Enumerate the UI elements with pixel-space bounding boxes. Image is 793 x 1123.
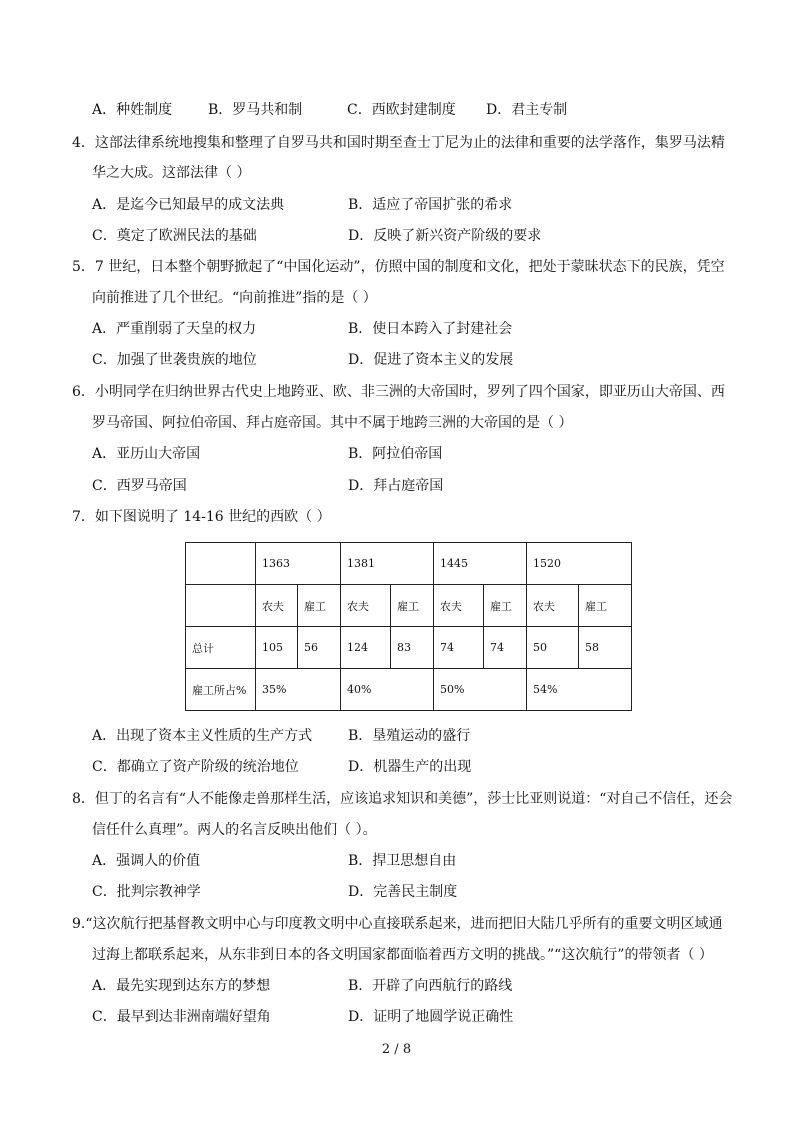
table-cell: 54% [527, 669, 632, 711]
q7-data-table [185, 542, 632, 711]
q5-stem-line1: 5．7 世纪，日本整个朝野掀起了“中国化运动”，仿照中国的制度和文化，把处于蒙昧状态下的民族，凭空 [72, 259, 725, 275]
q3-option-c: C．西欧封建制度 [347, 102, 456, 118]
table-cell: 74 [434, 627, 484, 669]
table-header-row [186, 543, 632, 585]
q9-option-d: D．证明了地圆学说正确性 [348, 1009, 514, 1025]
q6-option-c: C．西罗马帝国 [92, 478, 187, 494]
q6-stem-line1: 6．小明同学在归纳世界古代史上地跨亚、欧、非三洲的大帝国时，罗列了四个国家，即亚历山大帝国、西 [72, 384, 725, 400]
q9-option-a: A．最先实现到达东方的梦想 [92, 978, 271, 994]
q7-option-c: C．都确立了资产阶级的统治地位 [92, 759, 299, 775]
q5-option-d: D．促进了资本主义的发展 [348, 352, 514, 368]
table-year-cell: 1381 [341, 543, 434, 585]
table-year-cell: 1520 [527, 543, 632, 585]
q6-option-d: D．拜占庭帝国 [348, 478, 444, 494]
q8-option-a: A．强调人的价值 [92, 853, 201, 869]
table-year-cell: 1445 [434, 543, 527, 585]
q8-option-d: D．完善民主制度 [348, 884, 458, 900]
table-subheader-cell: 雇工 [391, 585, 434, 627]
table-blank-cell [186, 585, 256, 627]
table-year-cell: 1363 [256, 543, 341, 585]
q6-stem-line2: 罗马帝国、阿拉伯帝国、拜占庭帝国。其中不属于地跨三洲的大帝国的是（ ） [92, 415, 573, 431]
table-cell: 56 [298, 627, 341, 669]
q4-stem-line1: 4．这部法律系统地搜集和整理了自罗马共和国时期至查士丁尼为止的法律和重要的法学落作，集罗马法精 [72, 135, 725, 151]
q9-option-c: C．最早到达非洲南端好望角 [92, 1009, 271, 1025]
q4-option-a: A．是迄今已知最早的成文法典 [92, 197, 285, 213]
q9-option-b: B．开辟了向西航行的路线 [348, 978, 513, 994]
q4-option-c: C．奠定了欧洲民法的基础 [92, 228, 257, 244]
q9-stem-line1: 9.“这次航行把基督教文明中心与印度教文明中心直接联系起来，进而把旧大陆几乎所有的重要文明区域通 [72, 916, 723, 932]
table-cell: 50% [434, 669, 527, 711]
q8-option-b: B．捍卫思想自由 [348, 853, 457, 869]
q3-option-b: B．罗马共和制 [208, 102, 303, 118]
q3-option-d: D．君主专制 [486, 102, 568, 118]
page-number: 2 / 8 [381, 1042, 412, 1057]
q4-option-b: B．适应了帝国扩张的希求 [348, 197, 513, 213]
q4-option-d: D．反映了新兴资产阶级的要求 [348, 228, 542, 244]
table-cell: 50 [527, 627, 579, 669]
q7-option-d: D．机器生产的出现 [348, 759, 472, 775]
table-subheader-cell: 农夫 [434, 585, 484, 627]
table-subheader-cell: 雇工 [298, 585, 341, 627]
table-subheader-cell: 农夫 [527, 585, 579, 627]
table-row-percent [186, 669, 632, 711]
table-cell: 124 [341, 627, 391, 669]
table-row-total [186, 627, 632, 669]
table-cell: 35% [256, 669, 341, 711]
table-cell: 40% [341, 669, 434, 711]
q3-option-a: A．种姓制度 [92, 102, 173, 118]
table-row-label: 总计 [186, 627, 256, 669]
q5-stem-line2: 向前推进了几个世纪。“向前推进”指的是（ ） [92, 290, 377, 306]
q7-stem: 7．如下图说明了 14-16 世纪的西欧（ ） [72, 509, 331, 525]
table-subheader-cell: 农夫 [341, 585, 391, 627]
table-cell: 105 [256, 627, 298, 669]
q5-option-a: A．严重削弱了天皇的权力 [92, 321, 257, 337]
table-corner-cell [186, 543, 256, 585]
q7-option-a: A．出现了资本主义性质的生产方式 [92, 728, 313, 744]
q5-option-c: C．加强了世袭贵族的地位 [92, 352, 257, 368]
q8-stem-line2: 信任什么真理”。两人的名言反映出他们（ ）。 [92, 822, 377, 838]
table-subheader-row [186, 585, 632, 627]
table-cell: 83 [391, 627, 434, 669]
table-row-label: 雇工所占% [186, 669, 256, 711]
q8-option-c: C．批判宗教神学 [92, 884, 201, 900]
table-cell: 74 [484, 627, 527, 669]
table-cell: 58 [579, 627, 632, 669]
q4-stem-line2: 华之大成。这部法律（ ） [92, 165, 251, 181]
q6-option-a: A．亚历山大帝国 [92, 446, 201, 462]
table-subheader-cell: 雇工 [579, 585, 632, 627]
table-subheader-cell: 雇工 [484, 585, 527, 627]
q5-option-b: B．使日本跨入了封建社会 [348, 321, 513, 337]
q9-stem-line2: 过海上都联系起来，从东非到日本的各文明国家都面临着西方文明的挑战。”“这次航行”的带领者（ ） [92, 947, 713, 963]
q8-stem-line1: 8．但丁的名言有“人不能像走兽那样生活，应该追求知识和美德”，莎士比亚则说道：“对自己不信任，还会 [72, 791, 733, 807]
q7-option-b: B．垦殖运动的盛行 [348, 728, 471, 744]
table-subheader-cell: 农夫 [256, 585, 298, 627]
q6-option-b: B．阿拉伯帝国 [348, 446, 443, 462]
